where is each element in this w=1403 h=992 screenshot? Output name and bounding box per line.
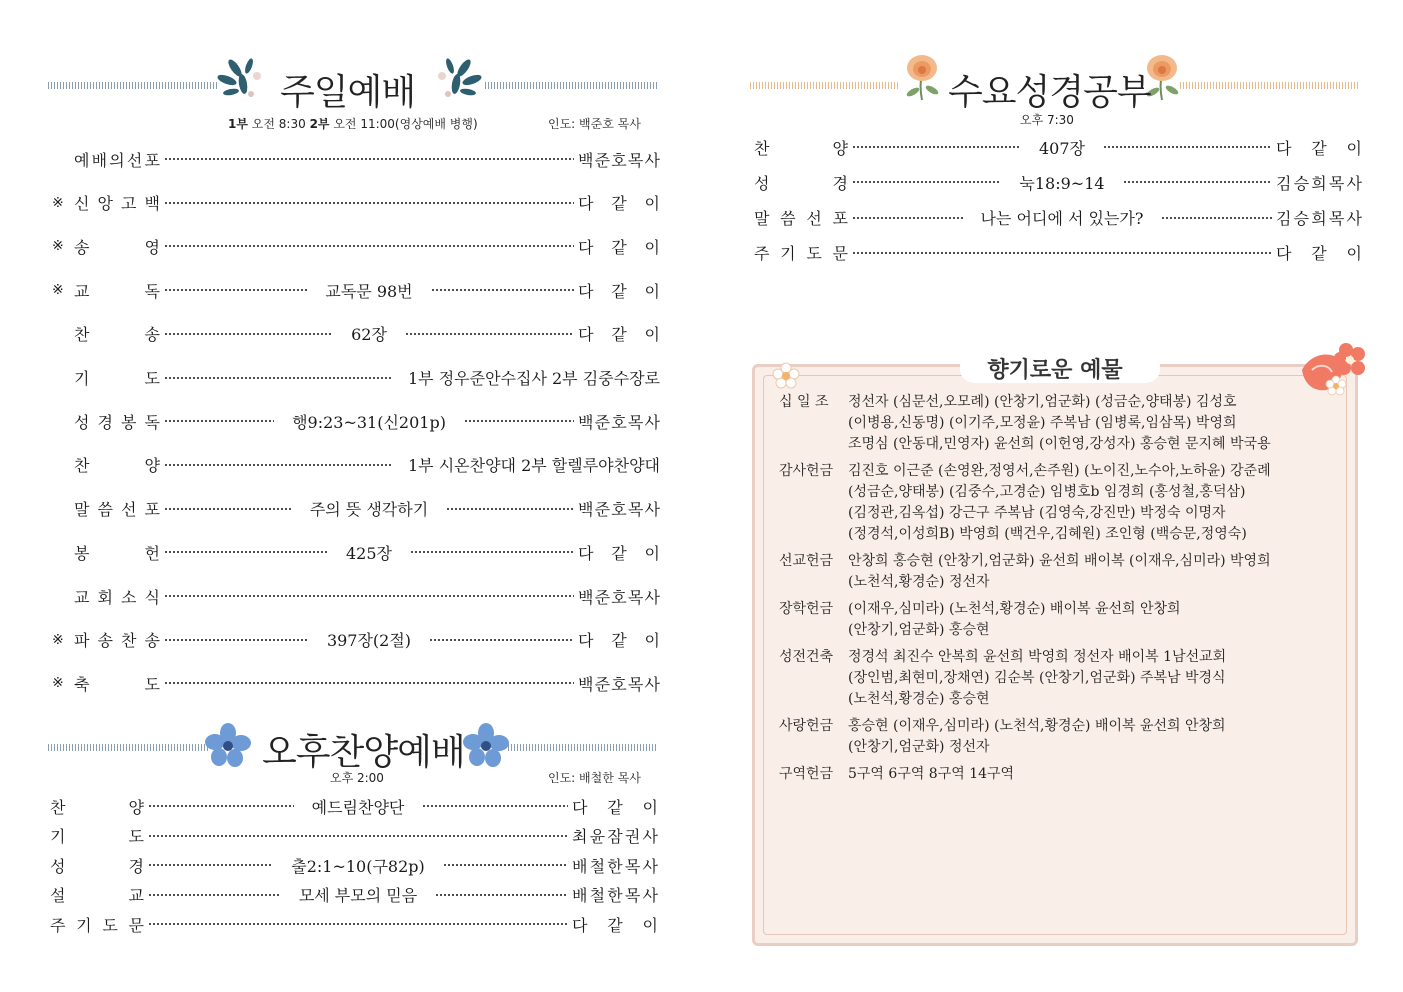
leader-dots [148,805,294,807]
order-row [754,206,1362,230]
order-person: 다 같 이 [578,194,660,214]
order-person: 백 준 호 목 사 [578,412,660,432]
offering-names-line: (노천석,황경순) 정선자 [848,574,990,590]
order-label: 성 경 봉 독 [74,412,160,432]
order-row [52,628,660,652]
section-title-afternoon: 오후찬양예배 [262,732,465,773]
order-row [50,912,658,936]
small-flower-icon [772,362,800,390]
order-label: 주 기 도 문 [754,244,848,264]
order-row [50,794,658,818]
leader-dots [443,864,568,866]
offering-category: 성전건축 [779,649,834,665]
header-rule-left [48,82,218,89]
leader-dots [1103,146,1272,148]
order-row [52,234,660,258]
order-label: 송 영 [74,237,160,257]
order-detail: 주의 뜻 생각하기 [309,500,429,520]
order-person: 1부 시온찬양대 2부 할렐루야찬양대 [407,456,660,476]
order-label: 파 송 찬 송 [74,631,160,651]
order-row [52,191,660,215]
offering-names-line: (안창기,엄군화) 홍승현 [848,622,990,638]
order-row [52,540,660,564]
order-label: 찬 양 [74,456,160,476]
order-label: 말 씀 선 포 [74,500,160,520]
leader-dots [435,894,568,896]
order-label: 찬 양 [754,138,848,158]
order-person: 배 철 한 목 사 [572,886,658,906]
order-row [52,278,660,302]
blue-flower-icon [205,723,251,767]
offering-category: 선교헌금 [779,553,834,569]
rise-mark: ※ [52,675,64,692]
order-person: 백 준 호 목 사 [578,587,660,607]
offering-names-line: 정선자 (심문선,오모례) (안창기,엄군화) (성금순,양태봉) 김성호 [848,394,1237,410]
order-label: 교 독 [74,281,160,301]
leader-dots [852,181,1001,183]
leader-dots [852,217,963,219]
order-person: 다 같 이 [578,281,660,301]
order-row [754,135,1362,159]
order-row [52,671,660,695]
leader-dots [431,289,574,291]
leader-dots [405,333,574,335]
order-detail: 출2:1~10(구82p) [291,856,425,876]
order-label: 봉 헌 [74,543,160,563]
offering-names-line: (이재우,심미라) (노천석,황경순) 배이복 윤선희 안창희 [848,601,1181,617]
order-detail: 62장 [351,325,387,345]
order-row [754,170,1362,194]
offering-names-line: (장인범,최현미,장채연) 김순복 (안창기,엄군화) 주복남 박경식 [848,670,1226,686]
order-person: 다 같 이 [1276,244,1362,264]
offering-title: 향기로운 예물 [987,358,1123,383]
offering-names-line: 김진호 이근준 (손영완,정영서,손주원) (노이진,노수아,노하윤) 강준례 [848,463,1271,479]
leaf-ornament-icon [217,54,269,104]
blue-flower-icon [463,723,509,767]
order-detail: 교독문 98번 [325,281,413,301]
order-detail: 407장 [1039,138,1085,158]
order-row [50,824,658,848]
offering-names-line: 5구역 6구역 8구역 14구역 [848,766,1015,782]
order-label: 기 도 [74,369,160,388]
order-label: 교 회 소 식 [74,587,160,607]
order-row [52,147,660,171]
order-detail: 나는 어디에 서 있는가? [980,209,1144,229]
offering-names-line: (안창기,엄군화) 정선자 [848,739,990,755]
leader-dots [446,508,574,510]
offering-category: 사랑헌금 [779,718,834,734]
order-person: 김 승 희 목 사 [1276,209,1362,229]
leader-dots [148,923,568,925]
leader-dots [164,508,292,510]
afternoon-leader: 인도: 배철한 목사 [548,771,641,785]
leader-dots [852,252,1272,254]
rise-mark: ※ [52,194,64,211]
order-row [754,241,1362,265]
order-person: 백 준 호 목 사 [578,674,660,694]
order-person: 다 같 이 [1276,138,1362,158]
offering-names-line: 홍승현 (이재우,심미라) (노천석,황경순) 배이복 윤선희 안창희 [848,718,1226,734]
offering-names-line: (이병용,신동명) (이기주,모정윤) 주복남 (임병록,임삼목) 박영희 [848,415,1237,431]
leader-dots [164,333,333,335]
offering-names-line: (노천석,황경순) 홍승현 [848,691,990,707]
leaf-ornament-icon [430,54,482,104]
leader-dots [1123,181,1272,183]
leader-dots [164,420,274,422]
order-person: 배 철 한 목 사 [572,856,658,876]
order-person: 다 같 이 [578,631,660,651]
order-row [52,584,660,608]
header-rule-right [485,82,657,89]
offering-category: 감사헌금 [779,463,834,479]
order-person: 백 준 호 목 사 [578,150,660,170]
leader-dots [464,420,574,422]
order-label: 성 경 [754,173,848,193]
leader-dots [164,551,328,553]
leader-dots [148,864,273,866]
offering-category: 구역헌금 [779,766,834,782]
rise-mark: ※ [52,631,64,648]
order-detail: 행9:23~31(신201p) [292,412,446,432]
order-row [52,453,660,477]
afternoon-time: 오후 2:00 [330,771,384,785]
order-label: 말 씀 선 포 [754,209,848,229]
order-detail: 눅18:9~14 [1019,173,1105,193]
rise-mark: ※ [52,282,64,299]
orange-flower-icon [898,52,946,102]
order-label: 신 앙 고 백 [74,194,160,214]
header-rule-right [1180,82,1360,89]
offering-names-line: (김정관,김옥섭) 강근구 주복남 (김영숙,강진만) 박정숙 이명자 [848,505,1226,521]
section-title-sunday: 주일예배 [280,72,416,113]
order-row [52,409,660,433]
order-label: 설 교 [50,886,144,906]
order-person: 최 윤 잠 권 사 [572,827,658,847]
rise-mark: ※ [52,238,64,255]
leader-dots [164,245,574,247]
leader-dots [1161,217,1272,219]
order-row [52,366,660,390]
offering-names-line: 안창희 홍승현 (안창기,엄군화) 윤선희 배이복 (이재우,심미라) 박영희 [848,553,1271,569]
header-rule-right [508,744,658,751]
order-label: 예 배 의 선 포 [74,150,160,170]
leader-dots [164,464,392,466]
order-person: 김 승 희 목 사 [1276,173,1362,193]
leader-dots [410,551,574,553]
leader-dots [148,894,281,896]
leader-dots [164,377,392,379]
sunday-leader: 인도: 백준호 목사 [548,117,641,131]
order-person: 백 준 호 목 사 [578,500,660,520]
order-detail: 모세 부모의 믿음 [298,886,418,906]
offering-names-line: 조명심 (안동대,민영자) 윤선희 (이헌영,강성자) 홍승현 문지혜 박국용 [848,436,1271,452]
leader-dots [422,805,568,807]
order-label: 찬 송 [74,325,160,345]
header-rule-left [48,744,208,751]
leader-dots [164,202,574,204]
leader-dots [164,682,574,684]
leader-dots [429,639,574,641]
order-label: 찬 양 [50,797,144,817]
offering-category: 장학헌금 [779,601,834,617]
order-detail: 425장 [346,543,392,563]
order-person: 다 같 이 [578,325,661,345]
wednesday-time: 오후 7:30 [1020,113,1074,127]
order-person: 다 같 이 [572,797,658,817]
order-person: 다 같 이 [578,543,660,563]
order-person: 1부 정우준안수집사 2부 김중수장로 [407,369,660,388]
offering-names-line: (정경석,이성희B) 박영희 (백건우,김혜원) 조인형 (백승문,정영숙) [848,526,1247,542]
leader-dots [148,835,568,837]
order-person: 다 같 이 [572,915,658,935]
offering-category: 십 일 조 [779,394,829,410]
leader-dots [164,289,307,291]
order-detail: 397장(2절) [326,631,412,651]
order-row [52,322,660,346]
order-detail: 예드림찬양단 [311,797,405,817]
offering-names-line: (성금순,양태봉) (김중수,고경순) 임병호b 임경희 (홍성철,홍덕삼) [848,484,1246,500]
leader-dots [852,146,1021,148]
order-person: 다 같 이 [578,237,660,257]
section-title-wednesday: 수요성경공부 [948,72,1151,113]
leader-dots [164,595,574,597]
sunday-schedule: 1부 오전 8:30 2부 오전 11:00(영상예배 병행) [228,117,478,131]
offering-box [752,358,1358,946]
offering-names-line: 정경석 최진수 안복희 윤선희 박영희 정선자 배이복 1남선교회 [848,649,1227,665]
order-row [52,497,660,521]
leader-dots [164,158,574,160]
header-rule-left [750,82,898,89]
order-label: 주 기 도 문 [50,915,144,935]
order-label: 성 경 [50,856,144,876]
order-row [50,883,658,907]
coral-flower-cluster-icon [1300,340,1372,402]
leader-dots [164,639,309,641]
order-row [50,853,658,877]
order-label: 축 도 [74,674,160,694]
order-label: 기 도 [50,827,144,847]
